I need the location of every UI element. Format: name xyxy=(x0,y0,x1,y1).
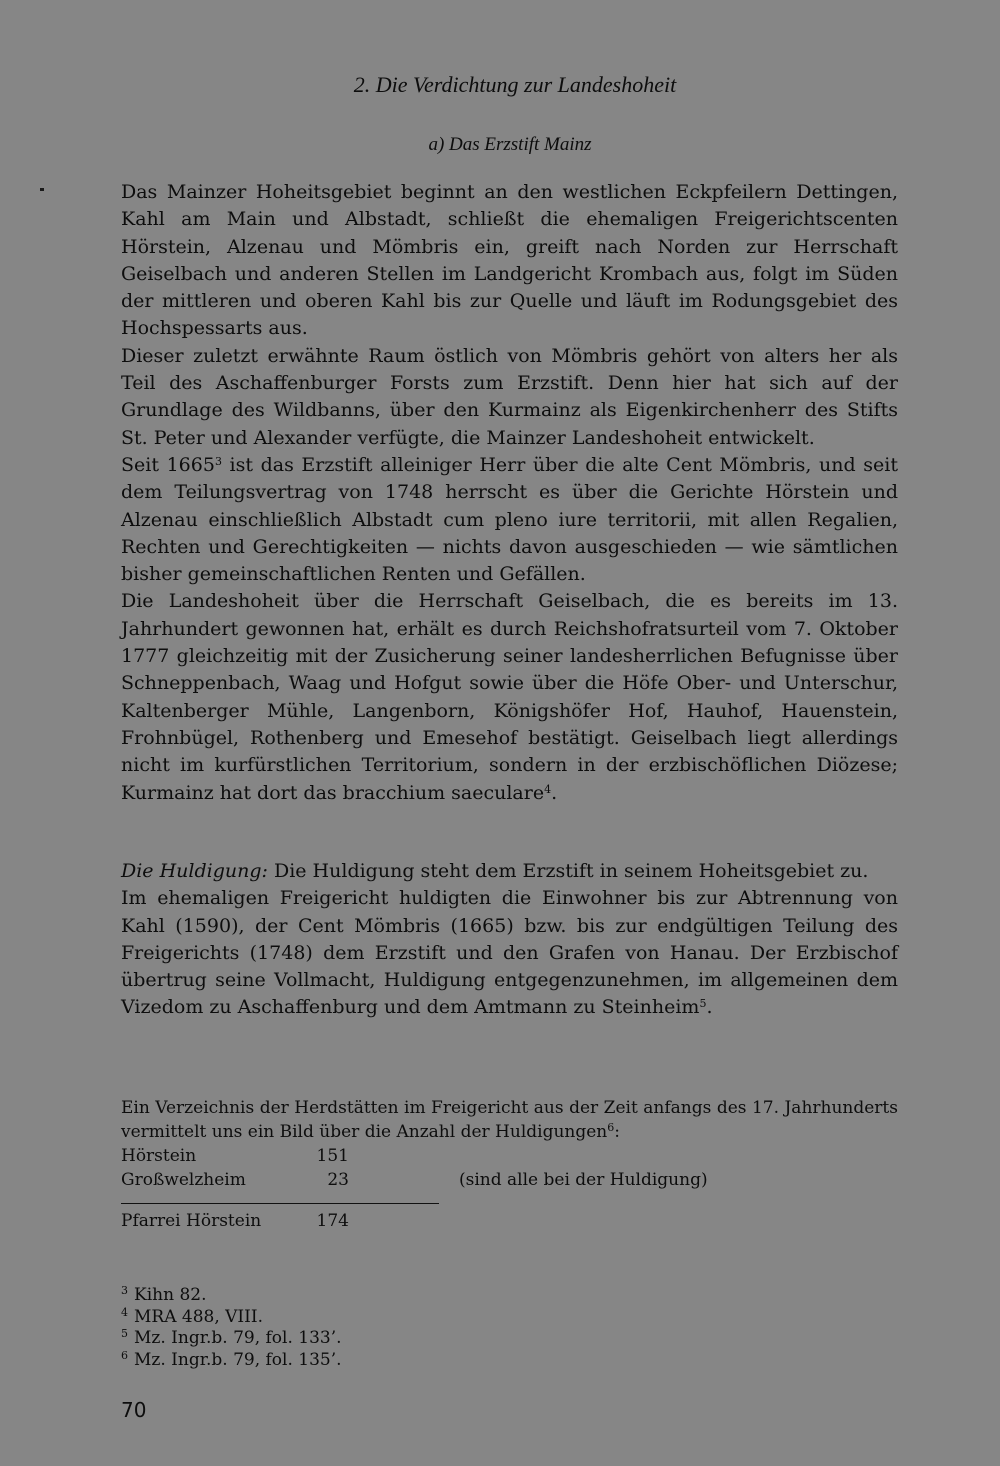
footnote xyxy=(121,1350,342,1372)
footnote-text: MRA 488, VIII. xyxy=(134,1306,263,1327)
paragraph-sovereignty xyxy=(121,452,898,588)
paragraph-text: Die Huldigung steht dem Erzstift in seinem Hoheitsgebiet zu. xyxy=(267,860,869,882)
total-name: Pfarrei Hörstein xyxy=(121,1211,262,1231)
footnote xyxy=(121,1328,342,1350)
paragraph-geiselbach xyxy=(121,588,898,806)
paragraph-text: Seit 1665 xyxy=(121,453,215,476)
paragraph-forest: Dieser zuletzt erwähnte Raum östlich von Mömbris gehört von alters her als Teil des Aschaffenburger Forsts zum Erzstift. Denn hier hat sich auf der Grundlage des Wildbanns, über den Kurmainz als Eigenkirchenherr des Stifts St. Peter und Alexander verfügte, die Mainzer Landeshoheit entwickelt. xyxy=(121,344,898,449)
paragraph-text: Im ehemaligen Freigericht huldigten die Einwohner bis zur Abtrennung von Kahl (1590), der Cent Mömbris (1665) bzw. bis zur endgültigen Teilung des Freigerichts (1748) dem Erzstift und den Grafen von Hanau. Der Erzbischof übertrug seine Vollmacht, Huldigung entgegenzunehmen, im allgemeinen dem Vizedom zu Aschaffenburg und dem Amtmann zu Steinheim xyxy=(121,887,898,1019)
footnote-text: Mz. Ingr.b. 79, fol. 133’. xyxy=(134,1328,342,1348)
paragraph-text: ist das Erzstift alleiniger Herr über die alte Cent Mömbris, und seit dem Teilungsvertrag von 1748 herrscht es über die Gerichte Hörstein und Alzenau einschließlich Albstadt cum pleno iure territorii, mit allen Regalien, Rechten und Gerechtigkeiten — nichts davon ausgeschieden — wie sämtlichen bisher gemeinschaftlichen Renten und Gefällen. xyxy=(121,453,898,586)
footnote-ref: 3 xyxy=(214,454,222,468)
row-name: Hörstein xyxy=(121,1146,197,1166)
total-value: 174 xyxy=(316,1211,349,1231)
footnote-text: Kihn 82. xyxy=(134,1285,207,1305)
footnote-text: Mz. Ingr.b. 79, fol. 135’. xyxy=(134,1349,342,1370)
paragraph-text: . xyxy=(551,781,558,804)
huldigung-text xyxy=(121,858,898,1022)
stray-ink-mark xyxy=(40,188,44,191)
footnote-number: 5 xyxy=(121,1327,128,1340)
subsection-title: a) Das Erzstift Mainz xyxy=(428,134,592,155)
footnotes xyxy=(121,1285,342,1371)
paragraph-text: . xyxy=(706,996,713,1019)
footnote-ref: 6 xyxy=(607,1121,615,1134)
footnote-number: 4 xyxy=(121,1305,128,1319)
row-note: (sind alle bei der Huldigung) xyxy=(459,1170,708,1190)
footnote-ref: 4 xyxy=(544,782,552,796)
footnote-ref: 5 xyxy=(699,997,707,1011)
sum-divider xyxy=(121,1203,439,1204)
section-title: 2. Die Verdichtung zur Landeshoheit xyxy=(353,72,677,97)
footnote-number: 6 xyxy=(121,1348,128,1362)
row-value: 23 xyxy=(327,1170,349,1190)
body-text xyxy=(121,179,898,807)
footnote xyxy=(121,1307,342,1329)
row-value: 151 xyxy=(316,1146,349,1166)
paragraph-freigericht xyxy=(121,885,898,1021)
footnote xyxy=(121,1285,342,1307)
footnote-number: 3 xyxy=(121,1284,128,1297)
paragraph-verzeichnis xyxy=(121,1096,898,1144)
row-name: Großwelzheim xyxy=(121,1170,246,1190)
paragraph-text: Ein Verzeichnis der Herdstätten im Freigericht aus der Zeit anfangs des 17. Jahrhunderts vermittelt uns ein Bild über die Anzahl der Huldigungen xyxy=(121,1098,898,1142)
paragraph-text: : xyxy=(614,1122,620,1142)
paragraph-huldigung xyxy=(121,858,898,885)
page-number: 70 xyxy=(121,1398,147,1422)
paragraph-text: Die Landeshoheit über die Herrschaft Geiselbach, die es bereits im 13. Jahrhundert gewonnen hat, erhält es durch Reichshofratsurteil vom 7. Oktober 1777 gleichzeitig mit der Zusicherung seiner landesherrlichen Befugnisse über Schneppenbach, Waag und Hofgut sowie über die Höfe Ober- und Unterschur, Kaltenberger Mühle, Langenborn, Königshöfer Hof, Hauhof, Hauenstein, Frohnbügel, Rothenberg und Emesehof bestätigt. Geiselbach liegt allerdings nicht im kurfürstlichen Territorium, sondern in der erzbischöflichen Diözese; Kurmainz hat dort das bracchium saeculare xyxy=(121,590,898,804)
paragraph-territory: Das Mainzer Hoheitsgebiet beginnt an den westlichen Eckpfeilern Dettingen, Kahl am Main und Albstadt, schließt die ehemaligen Freigerichtscenten Hörstein, Alzenau und Mömbris ein, greift nach Norden zur Herrschaft Geiselbach und anderen Stellen im Landgericht Krombach aus, folgt im Süden der mittleren und oberen Kahl bis zur Quelle und läuft im Rodungsgebiet des Hochspessarts aus. xyxy=(121,181,898,340)
huldigung-label: Die Huldigung: xyxy=(121,860,268,882)
